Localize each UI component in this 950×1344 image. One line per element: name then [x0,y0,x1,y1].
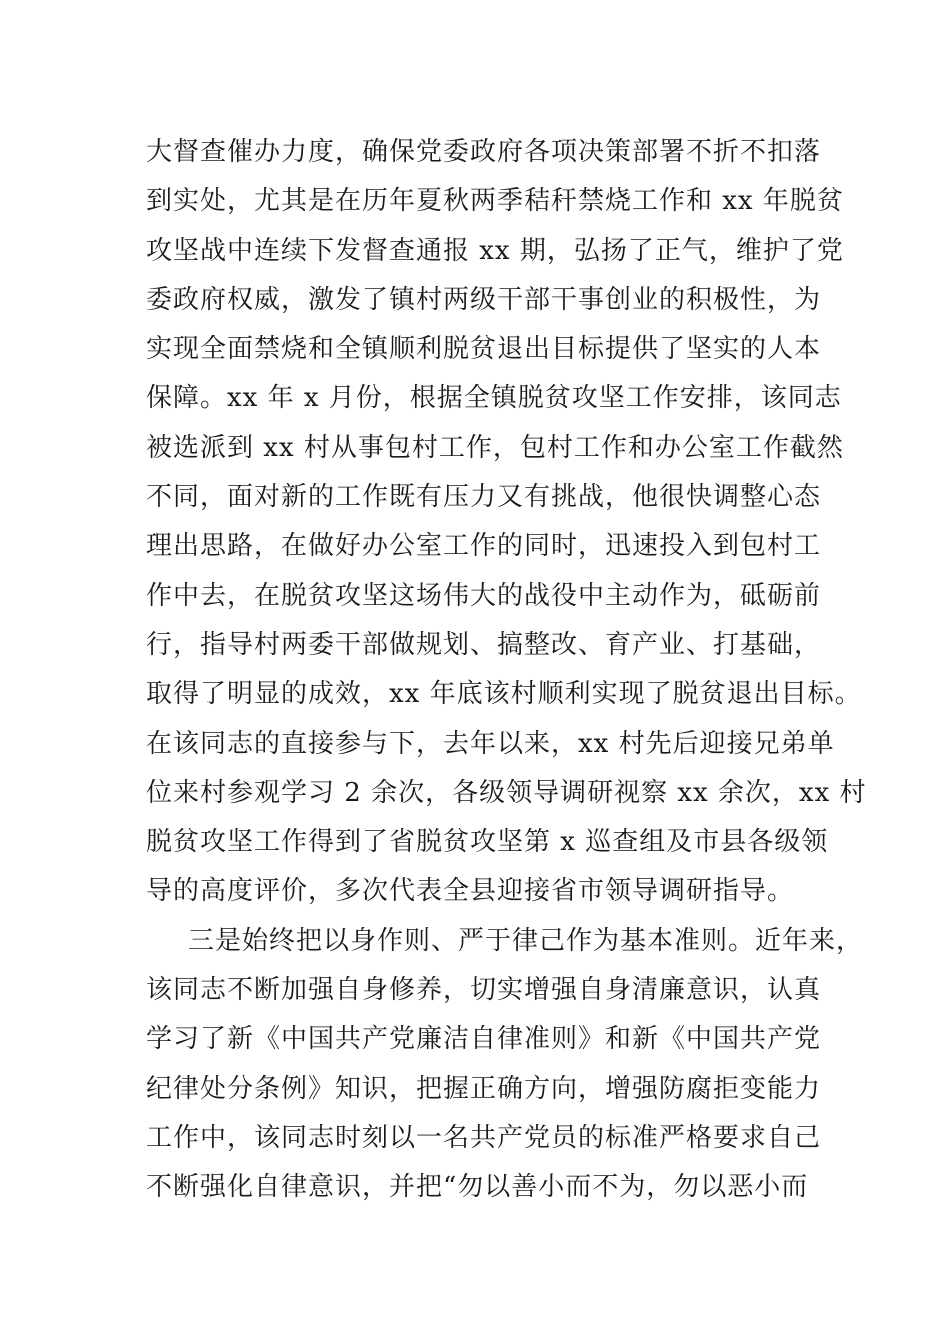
paragraph-2 [146,917,864,1213]
text-line: 行，指导村两委干部做规划、搞整改、育产业、打基础， [146,629,822,660]
text-line: 委政府权威，激发了镇村两级干部干事创业的积极性，为 [146,284,822,315]
text-line: 工作中，该同志时刻以一名共产党员的标准严格要求自己 [146,1122,822,1153]
body-text [146,128,867,1213]
text-line: 三是始终把以身作则、严于律己作为基本准则。近年来， [188,925,864,956]
text-line: 脱贫攻坚工作得到了省脱贫攻坚第 x 巡查组及市县各级领 [146,827,829,858]
text-line: 不同，面对新的工作既有压力又有挑战，他很快调整心态 [146,482,822,513]
text-line: 位来村参观学习 2 余次，各级领导调研视察 xx 余次，xx 村 [146,777,867,808]
text-line: 大督查催办力度，确保党委政府各项决策部署不折不扣落 [146,137,822,167]
text-line: 实现全面禁烧和全镇顺利脱贫退出目标提供了坚实的人本 [146,334,822,365]
text-line: 在该同志的直接参与下，去年以来，xx 村先后迎接兄弟单 [146,728,835,759]
text-line: 理出思路，在做好办公室工作的同时，迅速投入到包村工 [146,531,822,562]
text-line: 导的高度评价，多次代表全县迎接省市领导调研指导。 [146,876,795,907]
text-line: 到实处，尤其是在历年夏秋两季秸秆禁烧工作和 xx 年脱贫 [146,186,844,217]
text-line: 被选派到 xx 村从事包村工作，包村工作和办公室工作截然 [146,432,844,463]
text-line: 学习了新《中国共产党廉洁自律准则》和新《中国共产党 [146,1024,822,1055]
text-line: 取得了明显的成效，xx 年底该村顺利实现了脱贫退出目标。 [146,679,862,710]
text-line: 攻坚战中连续下发督查通报 xx 期，弘扬了正气，维护了党 [146,235,844,266]
text-line: 纪律处分条例》知识，把握正确方向，增强防腐拒变能力 [146,1073,822,1104]
text-line: 不断强化自律意识，并把“勿以善小而不为，勿以恶小而 [146,1172,809,1203]
text-line: 作中去，在脱贫攻坚这场伟大的战役中主动作为，砥砺前 [146,580,822,611]
text-line: 保障。xx 年 x 月份，根据全镇脱贫攻坚工作安排，该同志 [146,383,842,414]
paragraph-1 [146,128,867,917]
text-line: 该同志不断加强自身修养，切实增强自身清廉意识，认真 [146,975,822,1006]
